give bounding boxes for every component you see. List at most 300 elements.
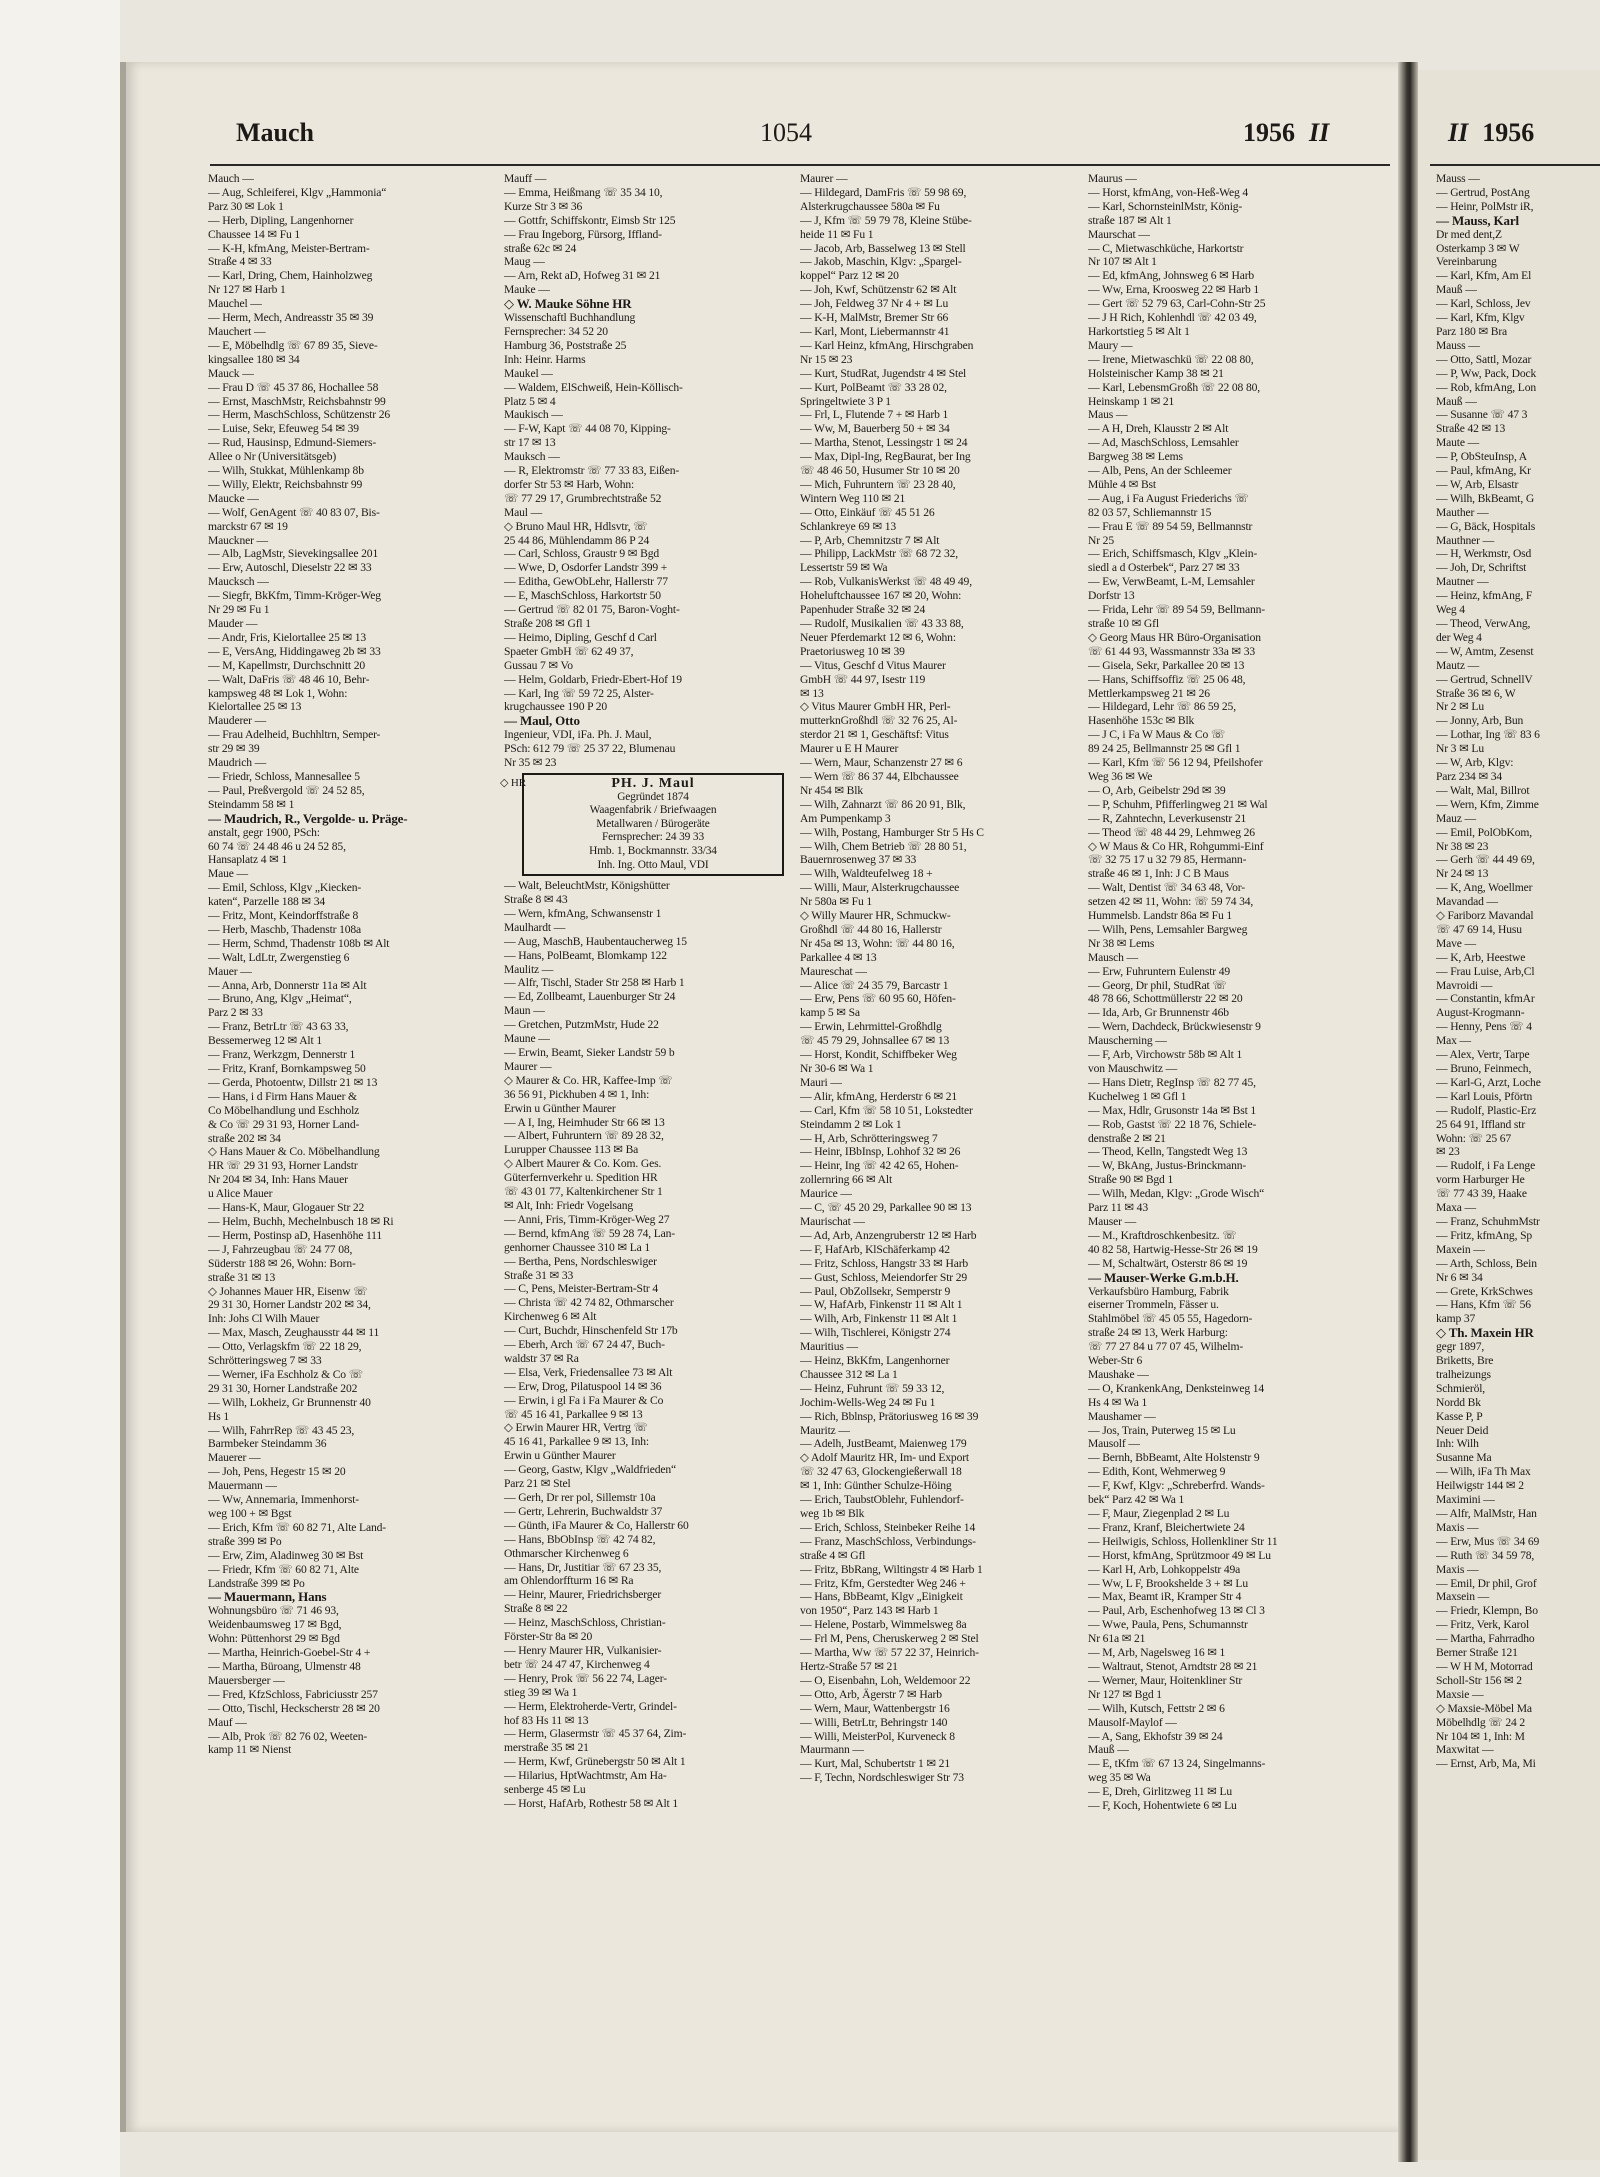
directory-line: — Martha, Fahrradho [1436,1632,1535,1646]
directory-line: — Heinz, BkKfm, Langenhorner [800,1354,950,1368]
directory-line: Landstraße 399 ✉ Po [208,1576,305,1590]
directory-line: Maug — [504,255,545,269]
directory-line: — Carl, Kfm ☏ 58 10 51, Lokstedter [800,1103,973,1117]
directory-line: weg 100 + ✉ Bgst [208,1507,292,1520]
directory-line: — Heinz, kfmAng, F [1436,589,1533,603]
directory-line: — J, Kfm ☏ 59 79 78, Kleine Stübe- [800,213,972,227]
directory-line: str 29 ✉ 39 [208,742,260,756]
directory-line: Parz 234 ✉ 34 [1436,769,1503,783]
directory-line: — Emma, Heißmang ☏ 35 34 10, [504,185,663,199]
directory-line: Maurschat — [1088,227,1150,241]
directory-line: — M., Kraftdroschkenbesitz. ☏ [1088,1228,1237,1242]
directory-line: — Hans, Kfm ☏ 56 [1436,1298,1531,1312]
directory-line: — Erw, Drog, Pilatuspool 14 ✉ 36 [504,1379,662,1393]
directory-line: — Philipp, LackMstr ☏ 68 72 32, [800,547,958,561]
directory-line: — H, Werkmstr, Osd [1436,547,1532,561]
directory-line: — Martha, Stenot, Lessingstr 1 ✉ 24 [800,436,968,450]
volume-roman: II [1309,118,1330,147]
directory-line: Alsterkrugchaussee 580a ✉ Fu [800,199,940,213]
directory-line: — Hildegard, Lehr ☏ 86 59 25, [1088,700,1236,714]
directory-line: Straße 8 ✉ 43 [504,893,568,907]
directory-line: Othmarscher Kirchenweg 6 [504,1546,629,1560]
directory-line: Neuer Pferdemarkt 12 ✉ 6, Wohn: [800,630,956,644]
directory-line: straße 46 ✉ 1, Inh: J C B Maus [1088,867,1229,881]
directory-line: Maxis — [1436,1520,1479,1534]
directory-line: Schlankreye 69 ✉ 13 [800,519,897,533]
directory-line: Mauchert — [208,324,266,338]
directory-line: — Ad, Arb, Anzengruberstr 12 ✉ Harb [800,1228,977,1242]
directory-line: setzen 42 ✉ 11, Wohn: ☏ 59 74 34, [1088,895,1254,909]
directory-line: Nr 580a ✉ Fu 1 [800,895,873,909]
directory-line: Lessertstr 59 ✉ Wa [800,561,888,575]
directory-line: — P, ObSteuInsp, A [1436,450,1528,464]
directory-line: ☏ 48 46 50, Husumer Str 10 ✉ 20 [800,464,960,478]
directory-line: — Willi, MeisterPol, Kurveneck 8 [800,1729,955,1743]
directory-line: ◇ Hans Mauer & Co. Möbelhandlung [208,1145,380,1159]
directory-line: mutterknGroßhdl ☏ 32 76 25, Al- [800,714,958,728]
directory-line: Maxa — [1436,1201,1476,1215]
directory-line: Nr 454 ✉ Blk [800,783,863,797]
directory-line: Mauch — [208,172,254,185]
directory-line: — Alb, Pens, An der Schleemer [1088,464,1232,478]
directory-line: weg 35 ✉ Wa [1088,1771,1151,1785]
directory-line: Mauerer — [208,1451,261,1465]
directory-line: genhorner Chaussee 310 ✉ La 1 [504,1240,651,1254]
directory-line: — Otto, Verlagskfm ☏ 22 18 29, [208,1340,362,1354]
directory-line: Parz 30 ✉ Lok 1 [208,199,284,213]
directory-line: Nr 25 [1088,533,1114,547]
directory-line: Maun — [504,1004,545,1018]
directory-line: Mauersberger — [208,1673,285,1687]
directory-line: Hs 1 [208,1409,229,1423]
directory-line: Mauke — [504,283,550,297]
directory-line: Nr 24 ✉ 13 [1436,867,1489,881]
directory-line: — Theod ☏ 48 44 29, Lehmweg 26 [1088,825,1255,839]
directory-line: — Max, Hdlr, Grusonstr 14a ✉ Bst 1 [1088,1103,1257,1117]
directory-line: Praetoriusweg 10 ✉ 39 [800,644,905,658]
directory-line: — Wilh, Postang, Hamburger Str 5 Hs C [800,825,984,839]
directory-line: — Otto, Arb, Ägerstr 7 ✉ Harb [800,1687,942,1701]
directory-line: — Hans, BbBeamt, Klgv „Einigkeit [800,1590,963,1604]
directory-line: ☏ 77 27 84 u 77 07 45, Wilhelm- [1088,1340,1244,1354]
directory-line: — E, MaschSchloss, Harkortstr 50 [504,589,661,603]
directory-line: — Fred, KfzSchloss, Fabriciusstr 257 [208,1687,378,1701]
directory-line: — Arth, Schloss, Bein [1436,1256,1537,1270]
directory-line: kamp 37 [1436,1312,1476,1326]
directory-line: Maurischat — [800,1214,865,1228]
directory-line: — Max, Dipl-Ing, RegBaurat, ber Ing [800,450,971,464]
directory-line: — Herm, Schmd, Thadenstr 108b ✉ Alt [208,936,390,950]
directory-line: — Wern, kfmAng, Schwansenstr 1 [504,906,662,920]
directory-line: Mauß — [1088,1743,1129,1757]
directory-line: — E, VersAng, Hiddingaweg 2b ✉ 33 [208,644,381,658]
directory-line: — Maul, Otto [504,714,580,729]
directory-line: — Ruth ☏ 34 59 78, [1436,1548,1535,1562]
directory-line: katen“, Parzelle 188 ✉ 34 [208,895,326,909]
directory-line: — Grete, KrkSchwes [1436,1284,1533,1298]
directory-line: Maury — [1088,338,1133,352]
directory-line: — F, Arb, Virchowstr 58b ✉ Alt 1 [1088,1048,1243,1062]
directory-line: ◇ Vitus Maurer GmbH HR, Perl- [800,700,951,714]
directory-line: — Jos, Train, Puterweg 15 ✉ Lu [1088,1423,1236,1437]
directory-line: der Weg 4 [1436,630,1482,644]
directory-line: ◇ W Maus & Co HR, Rohgummi-Einf [1088,839,1264,853]
directory-line: — F, Maur, Ziegenplad 2 ✉ Lu [1088,1507,1230,1520]
directory-line: — Jakob, Maschin, Klgv: „Spargel- [800,255,962,269]
directory-line: — Wern, Maur, Wattenbergstr 16 [800,1701,950,1715]
directory-line: Nr 61a ✉ 21 [1088,1632,1146,1646]
directory-line: ◇ W. Mauke Söhne HR [504,297,632,312]
directory-line: Inh: Wilh [1436,1437,1479,1451]
directory-line: — Ad, MaschSchloss, Lemsahler [1088,436,1239,450]
directory-line: — Joh, Pens, Hegestr 15 ✉ 20 [208,1465,346,1479]
directory-line: Förster-Str 8a ✉ 20 [504,1630,593,1644]
directory-line: straße 399 ✉ Po [208,1534,282,1548]
directory-line: Güterfernverkehr u. Spedition HR [504,1171,658,1185]
directory-line: — Gerda, Photoentw, Dillstr 21 ✉ 13 [208,1075,378,1089]
directory-line: — Alir, kfmAng, Herderstr 6 ✉ 21 [800,1089,958,1103]
directory-line: Nordd Bk [1436,1395,1481,1409]
directory-line: Heilwigstr 144 ✉ 2 [1436,1479,1524,1493]
directory-line: — Bernd, kfmAng ☏ 59 28 74, Lan- [504,1226,676,1240]
directory-line: ◇ Georg Maus HR Büro-Organisation [1088,630,1261,644]
directory-line: Mauderer — [208,714,267,728]
directory-line: Mauscherning — [1088,1034,1167,1048]
directory-line: — Aug, i Fa August Friederichs ☏ [1088,491,1249,505]
directory-line: Osterkamp 3 ✉ W [1436,241,1520,255]
directory-line: — Vitus, Geschf d Vitus Maurer [800,658,946,672]
directory-line: — Rich, Bblnsp, Prätoriusweg 16 ✉ 39 [800,1409,979,1423]
directory-line: Gussau 7 ✉ Vo [504,658,573,672]
ad-line: Inh. Ing. Otto Maul, VDI [597,858,709,871]
directory-line: — Herb, Maschb, Thadenstr 108a [208,922,362,936]
directory-line: — Erwin, i gl Fa i Fa Maurer & Co [504,1393,664,1407]
directory-line: Hummelsb. Landstr 86a ✉ Fu 1 [1088,909,1232,923]
directory-line: — Theod, VerwAng, [1436,617,1531,630]
directory-line: — Erw, Fuhruntern Eulenstr 49 [1088,964,1231,978]
directory-line: weg 1b ✉ Blk [800,1507,865,1520]
column-1 [208,172,494,1757]
directory-line: Maxsie — [1436,1687,1484,1701]
directory-line: — K-H, MalMstr, Bremer Str 66 [800,311,949,325]
directory-line: — Lothar, Ing ☏ 83 6 [1436,728,1540,742]
directory-line: — Mich, Fuhruntern ☏ 23 28 40, [800,477,956,491]
directory-line: senberge 45 ✉ Lu [504,1783,586,1797]
directory-line: tralheizungs [1436,1367,1491,1381]
directory-line: Susanne Ma [1436,1451,1492,1465]
directory-line: — Fritz, Kranf, Bornkampsweg 50 [208,1062,366,1075]
directory-line: denstraße 2 ✉ 21 [1088,1131,1166,1145]
directory-line: August-Krogmann- [1436,1006,1525,1020]
directory-line: Scholl-Str 156 ✉ 2 [1436,1673,1522,1687]
running-head-name: Mauch [236,118,314,147]
header-rule [210,164,1390,166]
directory-line: Weg 36 ✉ We [1088,769,1153,783]
directory-line: — Joh, Kwf, Schützenstr 62 ✉ Alt [800,283,957,297]
directory-line: — Bruno, Ang, Klgv „Heimat“, [208,992,352,1006]
directory-line: Straße 208 ✉ Gfl 1 [504,617,591,630]
directory-line: — Wilh, BkBeamt, G [1436,491,1535,505]
directory-line: Bargweg 38 ✉ Lems [1088,450,1183,464]
directory-line: — Karl Louis, Pförtn [1436,1089,1533,1103]
directory-line: — Wern, Maur, Schanzenstr 27 ✉ 6 [800,756,963,770]
directory-line: Mauss — [1436,172,1480,185]
directory-line: Mauder — [208,617,258,630]
directory-line: zollernring 66 ✉ Alt [800,1173,893,1187]
directory-line: — Fritz, Verk, Karol [1436,1618,1530,1632]
directory-line: — Wern ☏ 86 37 44, Elbchaussee [800,769,959,783]
directory-line: ◇ Johannes Mauer HR, Eisenw ☏ [208,1284,368,1298]
next-volume-roman: II [1448,118,1469,147]
directory-line: Mauthner — [1436,533,1495,547]
directory-line: marckstr 67 ✉ 19 [208,519,288,533]
directory-line: Weidenbaumsweg 17 ✉ Bgd, [208,1618,342,1632]
directory-line: — G, Bäck, Hospitals [1436,519,1536,533]
directory-line: — Joh, Feldweg 37 Nr 4 + ✉ Lu [800,297,949,311]
directory-line: Bessemerweg 12 ✉ Alt 1 [208,1034,322,1048]
directory-line: — O, KrankenkAng, Denksteinweg 14 [1088,1381,1265,1395]
directory-line: straße 24 ✉ 13, Werk Harburg: [1088,1326,1228,1340]
directory-line: Mausch — [1088,950,1138,964]
directory-line: — Wern, Dachdeck, Brückwiesenstr 9 [1088,1020,1261,1034]
directory-line: Maucksch — [208,575,269,589]
directory-line: Erwin u Günther Maurer [504,1449,616,1463]
directory-line: 45 16 41, Parkallee 9 ✉ 13, Inh: [504,1435,649,1449]
directory-line: Parz 2 ✉ 33 [208,1006,263,1020]
directory-line: Nr 35 ✉ 23 [504,756,557,770]
directory-line: 25 64 91, Iffland str [1436,1117,1526,1131]
directory-line: Hs 4 ✉ Wa 1 [1088,1395,1148,1409]
directory-line: — Luise, Sekr, Efeuweg 54 ✉ 39 [208,422,359,436]
directory-line: Erwin u Günther Maurer [504,1101,616,1115]
directory-line: & Co ☏ 29 31 93, Horner Land- [208,1117,360,1131]
next-header-rule [1430,164,1600,166]
directory-line: Parkallee 4 ✉ 13 [800,950,877,964]
directory-line: 29 31 30, Horner Landstraße 202 [208,1381,358,1395]
directory-line: Heinskamp 1 ✉ 21 [1088,394,1175,408]
directory-line: Nr 3 ✉ Lu [1436,742,1484,756]
directory-line: Nr 30-6 ✉ Wa 1 [800,1062,874,1075]
directory-line: Barmbeker Steindamm 36 [208,1437,327,1451]
directory-line: Mauckner — [208,533,268,547]
directory-line: Steindamm 58 ✉ 1 [208,797,295,811]
directory-line: Kuchelweg 1 ✉ Gfl 1 [1088,1089,1187,1103]
directory-line: — Wilh, FahrrRep ☏ 43 45 23, [208,1423,355,1437]
directory-line: — Erich, TaubstOblehr, Fuhlendorf- [800,1493,964,1507]
directory-line: Straße 90 ✉ Bgd 1 [1088,1173,1174,1187]
directory-line: Co Möbelhandlung und Eschholz [208,1103,360,1117]
directory-line: — R, Zahntechn, Leverkusenstr 21 [1088,811,1247,825]
directory-line: kampsweg 48 ✉ Lok 1, Wohn: [208,686,348,700]
directory-line: — W, HafArb, Finkenstr 11 ✉ Alt 1 [800,1298,963,1312]
directory-line: — Susanne ☏ 47 3 [1436,408,1528,422]
directory-line: ✉ 13 [800,686,824,700]
directory-line: — Heinz, MaschSchloss, Christian- [504,1616,666,1630]
directory-line: — Erw, Zim, Aladinweg 30 ✉ Bst [208,1548,364,1562]
directory-line: — Hans, i d Firm Hans Mauer & [208,1089,357,1103]
directory-line: — W, Amtm, Zesenst [1436,644,1534,658]
directory-line: — Otto, Einkäuf ☏ 45 51 26 [800,505,935,519]
directory-line: — Frl, L, Flutende 7 + ✉ Harb 1 [800,408,949,422]
directory-line: — Heinz, Fuhrunt ☏ 59 33 12, [800,1381,945,1395]
directory-line: Maurer — [504,1059,552,1073]
directory-line: — Erich, Kfm ☏ 60 82 71, Alte Land- [208,1520,386,1534]
directory-line: Maxwitat — [1436,1743,1494,1757]
directory-line: — Gottfr, Schiffskontr, Eimsb Str 125 [504,213,676,227]
directory-line: — Wilh, Lokheiz, Gr Brunnenstr 40 [208,1395,371,1409]
directory-line: — Max, Beamt iR, Kramper Str 4 [1088,1590,1242,1604]
directory-line: — Bertha, Pens, Nordschleswiger [504,1254,657,1268]
directory-line: — Wilh, Chem Betrieb ☏ 28 80 51, [800,839,967,853]
directory-line: merstraße 35 ✉ 21 [504,1741,589,1755]
directory-line: — Heinr, Ing ☏ 42 42 65, Hohen- [800,1159,959,1173]
directory-line: ☏ 47 69 14, Husu [1436,922,1522,936]
directory-line: Mauck — [208,366,254,380]
directory-line: — Gisela, Sekr, Parkallee 20 ✉ 13 [1088,658,1245,672]
directory-line: von Mauschwitz — [1088,1062,1178,1075]
directory-line: Hamburg 36, Poststraße 25 [504,338,627,352]
ad-line: Metallwaren / Bürogeräte [596,817,710,830]
directory-line: — Horst, Kondit, Schiffbeker Weg [800,1048,957,1062]
directory-line: u Alice Mauer [208,1187,273,1201]
directory-line: — Maudrich, R., Vergolde- u. Präge- [208,811,408,826]
directory-line: — K, Ang, Woellmer [1436,881,1533,895]
directory-line: 40 82 58, Hartwig-Hesse-Str 26 ✉ 19 [1088,1242,1258,1256]
directory-line: — Martha, Heinrich-Goebel-Str 4 + [208,1646,371,1660]
directory-line: Mauß — [1436,283,1477,297]
directory-line: Kielortallee 25 ✉ 13 [208,700,302,714]
directory-line: Inh: Johs Cl Wilh Mauer [208,1312,320,1326]
directory-line: betr ☏ 24 47 47, Kirchenweg 4 [504,1657,650,1671]
directory-line: — Wolf, GenAgent ☏ 40 83 07, Bis- [208,505,380,519]
directory-line: — Karl, Kfm, Am El [1436,269,1532,283]
directory-line: Straße 4 ✉ 33 [208,255,272,269]
directory-line: — Günth, iFa Maurer & Co, Hallerstr 60 [504,1518,689,1532]
directory-line: — Rudolf, i Fa Lenge [1436,1159,1536,1173]
directory-line: — Ww, Erna, Kroosweg 22 ✉ Harb 1 [1088,283,1260,297]
directory-line: — Henny, Pens ☏ 4 [1436,1020,1532,1034]
directory-line: ☏ 43 01 77, Kaltenkirchener Str 1 [504,1185,663,1199]
directory-line: 89 24 25, Bellmannstr 25 ✉ Gfl 1 [1088,742,1241,756]
directory-line: — Ed, Zollbeamt, Lauenburger Str 24 [504,990,676,1004]
directory-line: — Heinr, PolMstr iR, [1436,199,1534,213]
directory-line: — Ernst, MaschMstr, Reichsbahnstr 99 [208,394,386,408]
directory-line: Schrötteringsweg 7 ✉ 33 [208,1354,322,1368]
directory-line: kamp 5 ✉ Sa [800,1006,860,1020]
directory-line: Mauff — [504,172,547,185]
directory-line: Nr 204 ✉ 34, Inh: Hans Mauer [208,1173,348,1187]
directory-line: gegr 1897, [1436,1340,1485,1354]
directory-line: Nr 127 ✉ Harb 1 [208,283,286,297]
directory-line: Holsteinischer Kamp 38 ✉ 21 [1088,366,1224,380]
directory-line: — Mauser-Werke G.m.b.H. [1088,1270,1239,1285]
directory-line: — Franz, MaschSchloss, Verbindungs- [800,1534,976,1548]
directory-line: — Alex, Vertr, Tarpe [1436,1048,1530,1062]
directory-line: — J H Rich, Kohlenhdl ☏ 42 03 49, [1088,311,1257,325]
ad-line: Gegründet 1874 [617,790,689,803]
directory-line: — Walt, Mal, Billrot [1436,783,1530,797]
directory-line: Mavandad — [1436,895,1498,909]
directory-line: — Constantin, kfmAr [1436,992,1535,1006]
directory-line: — Herm, Kwf, Grünebergstr 50 ✉ Alt 1 [504,1755,686,1769]
directory-line: — H, Arb, Schrötteringsweg 7 [800,1131,938,1145]
directory-line: Maxein — [1436,1242,1485,1256]
directory-line: — J C, i Fa W Maus & Co ☏ [1088,728,1226,742]
directory-line: Mauser — [1088,1214,1137,1228]
directory-line: Weg 4 [1436,603,1465,617]
directory-line: — Mauss, Karl [1436,213,1519,228]
directory-line: — Erich, Schloss, Steinbeker Reihe 14 [800,1520,976,1534]
directory-line: — Hans, BbObInsp ☏ 42 74 82, [504,1532,656,1546]
directory-line: — W H M, Motorrad [1436,1659,1533,1673]
directory-line: hof 83 Hs 11 ✉ 13 [504,1713,589,1727]
directory-line: sterdor 21 ✉ 1, Geschäftsf: Vitus [800,728,949,742]
directory-line: kamp 11 ✉ Nienst [208,1743,292,1757]
directory-line: ◇ Th. Maxein HR [1436,1326,1534,1341]
directory-line: Hertz-Straße 57 ✉ 21 [800,1659,898,1673]
directory-line: — Rob, Gastst ☏ 22 18 76, Schiele- [1088,1117,1257,1131]
directory-line: — Karl, Kfm, Klgv [1436,311,1525,325]
directory-line: vorm Harburger He [1436,1173,1525,1187]
directory-line: — Werner, iFa Eschholz & Co ☏ [208,1367,364,1381]
directory-line: — Friedr, Klempn, Bo [1436,1604,1538,1618]
directory-line: — Siegfr, BkKfm, Timm-Kröger-Weg [208,589,381,603]
directory-line: — P, Arb, Chemnitzstr 7 ✉ Alt [800,533,940,547]
directory-line: — A, Sang, Ekhofstr 39 ✉ 24 [1088,1729,1223,1743]
directory-line: — Willy, Elektr, Reichsbahnstr 99 [208,477,363,491]
directory-line: — Horst, kfmAng, Sprützmoor 49 ✉ Lu [1088,1548,1271,1562]
directory-line: Wintern Weg 110 ✉ 21 [800,491,906,505]
directory-line: von 1950“, Parz 143 ✉ Harb 1 [800,1604,939,1618]
directory-line: — J, Fahrzeugbau ☏ 24 77 08, [208,1242,353,1256]
directory-line: GmbH ☏ 44 97, Isestr 119 [800,672,926,686]
directory-line: straße 4 ✉ Gfl [800,1548,866,1562]
directory-line: Chaussee 312 ✉ La 1 [800,1367,898,1381]
directory-line: — Rudolf, Musikalien ☏ 43 33 88, [800,617,964,630]
directory-line: waldstr 37 ✉ Ra [504,1351,579,1365]
directory-line: — Martha, Büroang, Ulmenstr 48 [208,1659,361,1673]
directory-line: — Wilh, Arb, Finkenstr 11 ✉ Alt 1 [800,1312,958,1326]
ad-tag: ◇ HR [500,776,526,789]
directory-line: Weber-Str 6 [1088,1354,1143,1368]
column-4 [1088,172,1388,1813]
ad-line: Waagenfabrik / Briefwaagen [589,804,717,817]
directory-line: — Gertrud, SchnellV [1436,672,1533,686]
directory-line: — Martha, Ww ☏ 57 22 37, Heinrich- [800,1646,979,1660]
directory-line: Nr 6 ✉ 34 [1436,1270,1483,1284]
directory-line: Mautner — [1436,575,1489,589]
directory-line: Maukel — [504,366,553,380]
directory-line: — C, Mietwaschküche, Harkortstr [1088,241,1244,255]
directory-line: Schmieröl, [1436,1381,1486,1395]
directory-line: Spaeter GmbH ☏ 62 49 37, [504,644,634,658]
directory-line: HR ☏ 29 31 93, Horner Landstr [208,1159,358,1173]
directory-line: — Kurt, StudRat, Jugendstr 4 ✉ Stel [800,366,967,380]
directory-line: — Edith, Kont, Wehmerweg 9 [1088,1465,1226,1479]
directory-line: — K, Arb, Heestwe [1436,950,1526,964]
directory-line: — Christa ☏ 42 74 82, Othmarscher [504,1296,674,1310]
directory-line: 36 56 91, Pickhuben 4 ✉ 1, Inh: [504,1087,650,1101]
directory-line: ☏ 61 44 93, Wassmannstr 33a ✉ 33 [1088,644,1256,658]
directory-line: — M, Schaltwärt, Osterstr 86 ✉ 19 [1088,1256,1248,1270]
directory-line: — Fritz, Kfm, Gerstedter Weg 246 + [800,1576,966,1590]
directory-line: Chaussee 14 ✉ Fu 1 [208,227,301,241]
directory-line: — Paul, Arb, Eschenhofweg 13 ✉ Cl 3 [1088,1604,1265,1618]
directory-line: stieg 39 ✉ Wa 1 [504,1685,578,1699]
directory-line: — Heinr, IBbInsp, Lohhof 32 ✉ 26 [800,1145,961,1159]
directory-line: — Werner, Maur, Hoitenkliner Str [1088,1673,1243,1687]
directory-line: Maulitz — [504,962,554,976]
